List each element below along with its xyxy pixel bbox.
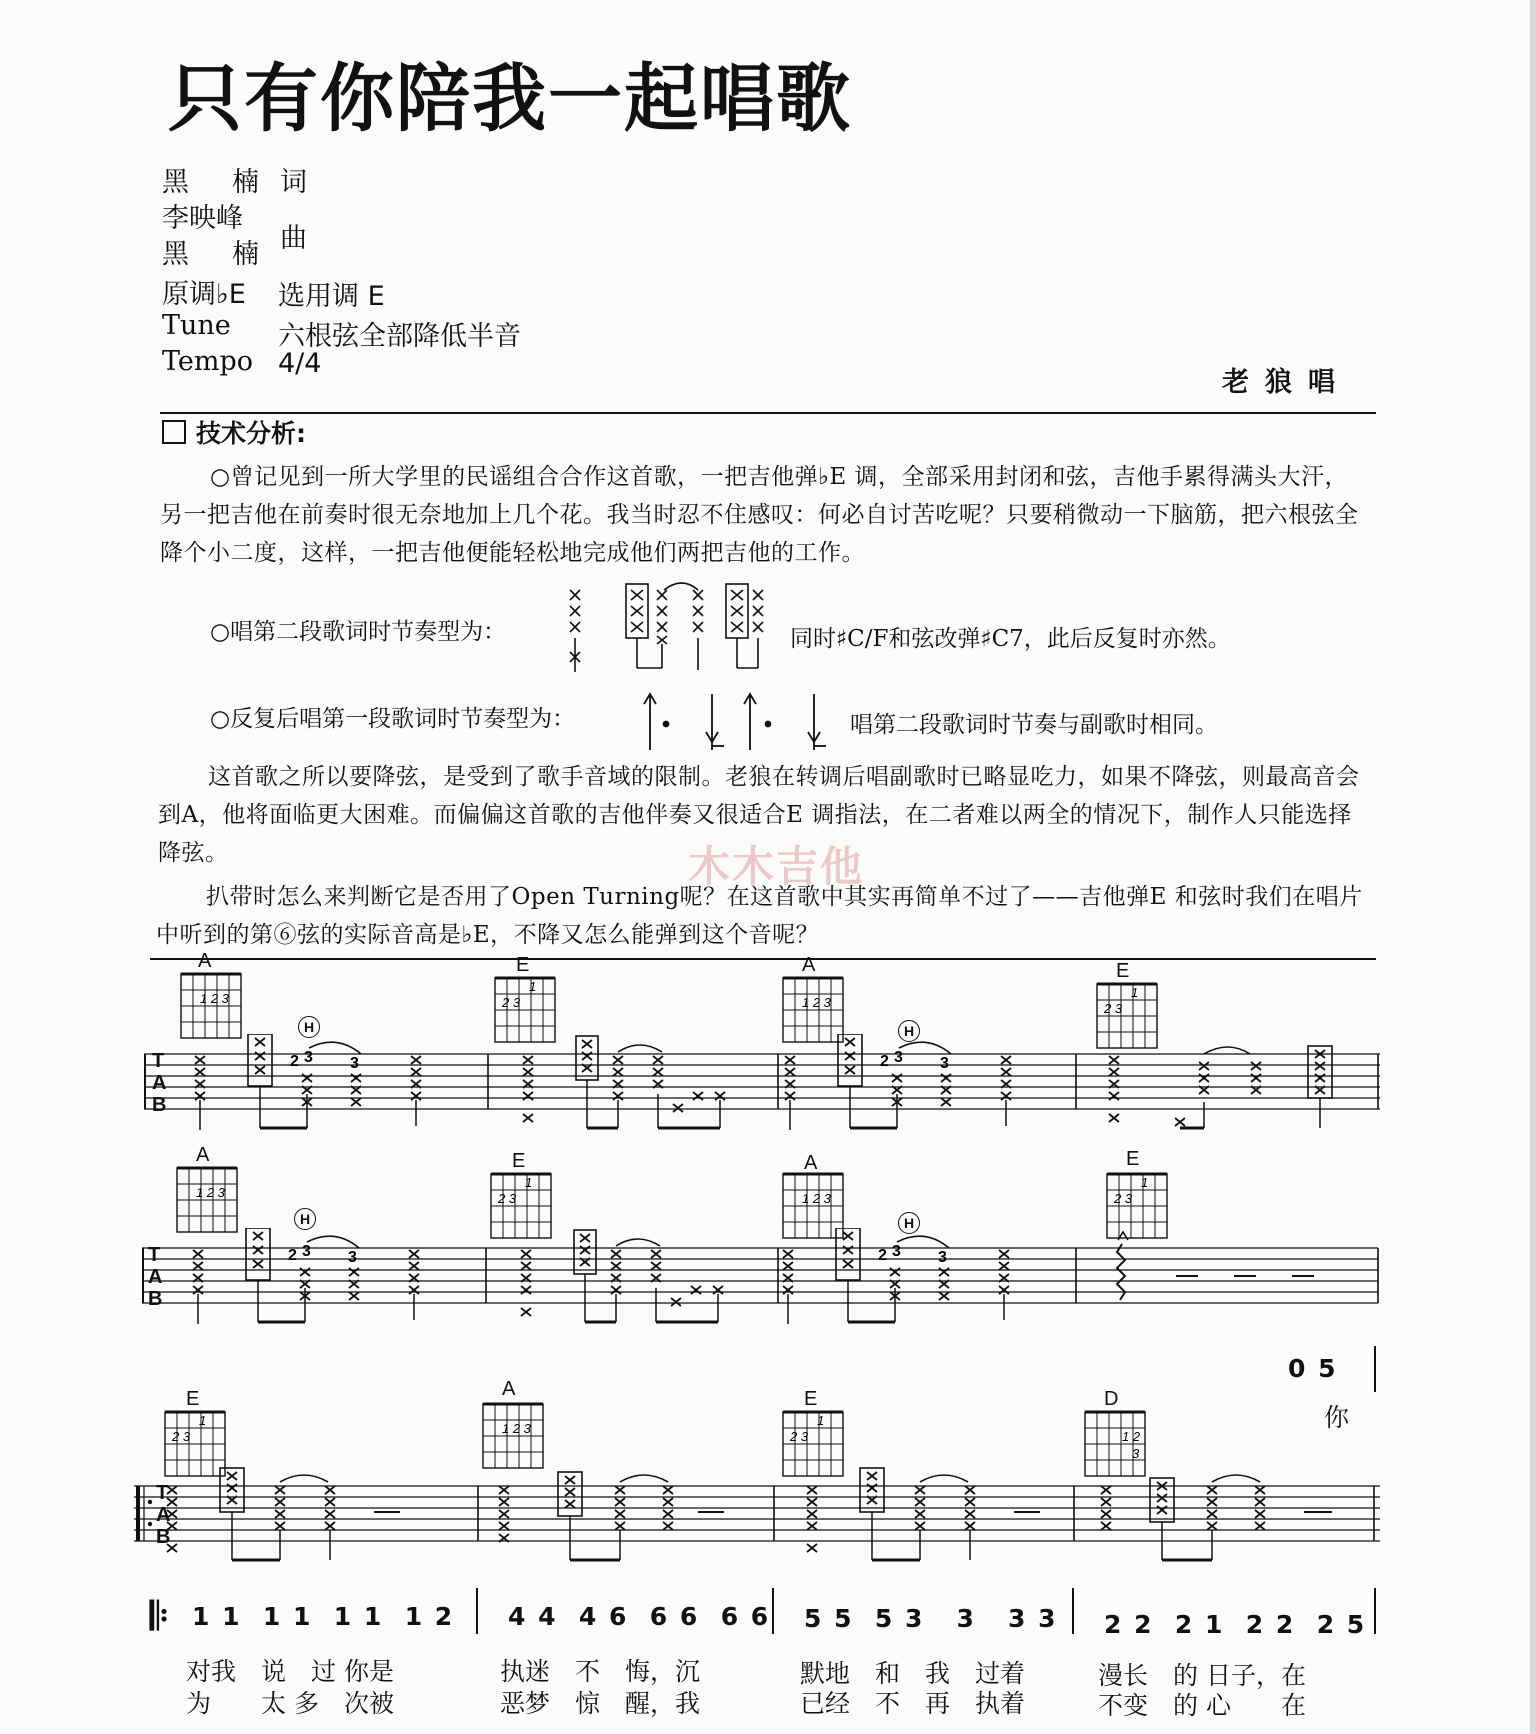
pickup-lyric: 你 bbox=[1324, 1403, 1350, 1432]
lyric-line-2: 不变 的 心 在 bbox=[1098, 1691, 1306, 1720]
lyric-line-2: 为 太 多 次被 bbox=[186, 1689, 394, 1718]
rhythm-pattern-1-note: 同时♯C/F和弦改弹♯C7，此后反复时亦然。 bbox=[790, 626, 1231, 652]
chord-diagram bbox=[176, 1166, 240, 1236]
harmonic-mark: H bbox=[298, 1016, 320, 1038]
harmonic-mark: H bbox=[898, 1020, 920, 1042]
lyric-line-1: 对我 说 过 你是 bbox=[186, 1657, 394, 1686]
header-rule bbox=[160, 412, 1376, 414]
chord-name: A bbox=[804, 1152, 818, 1174]
chord-diagram bbox=[180, 972, 244, 1042]
barline bbox=[1374, 1588, 1376, 1634]
tab-clef: T A B bbox=[156, 1482, 171, 1548]
harmonic-mark: H bbox=[898, 1212, 920, 1234]
barline bbox=[1374, 1346, 1376, 1392]
rhythm-pattern-2-note: 唱第二段歌词时节奏与副歌时相同。 bbox=[850, 712, 1218, 738]
tab-clef: T A B bbox=[152, 1050, 167, 1116]
original-key: 原调♭E bbox=[162, 279, 246, 310]
chord-name: A bbox=[802, 954, 816, 976]
chosen-key: 选用调 E bbox=[278, 281, 385, 312]
lyric-line-1: 执迷 不 悔，沉 bbox=[500, 1657, 701, 1686]
tab-staff-row-1 bbox=[144, 1034, 1380, 1138]
composer-name-2: 黑 楠 bbox=[162, 239, 267, 270]
song-title: 只有你陪我一起唱歌 bbox=[168, 56, 852, 142]
checkbox-icon bbox=[162, 420, 186, 444]
watermark-logo: 木木吉他 bbox=[688, 842, 865, 891]
chord-name: D bbox=[1104, 1388, 1119, 1410]
tab-staff-row-3 bbox=[134, 1462, 1380, 1572]
lyric-line-2: 恶梦 惊 醒，我 bbox=[500, 1689, 701, 1718]
lyricist-role: 词 bbox=[280, 167, 307, 198]
rhythm-pattern-1-label: ○唱第二段歌词时节奏型为： bbox=[210, 619, 507, 645]
lyric-line-2: 已经 不 再 执着 bbox=[800, 1689, 1026, 1718]
composer-role: 曲 bbox=[280, 223, 307, 254]
tune-value: 六根弦全部降低半音 bbox=[278, 321, 521, 352]
tune-label: Tune bbox=[162, 310, 231, 341]
lyric-line-1: 默地 和 我 过着 bbox=[800, 1659, 1026, 1688]
chord-name: A bbox=[198, 950, 212, 972]
repeat-sign: 𝄆 bbox=[150, 1594, 169, 1638]
jianpu-measure: 1 1 1 1 1 1 1 2 bbox=[192, 1602, 455, 1631]
tab-staff-row-2 bbox=[142, 1228, 1380, 1332]
singer-credit: 老狼唱 bbox=[1222, 367, 1351, 398]
harmonic-mark: H bbox=[294, 1208, 316, 1230]
chord-name: E bbox=[186, 1388, 200, 1410]
tab-clef: T A B bbox=[148, 1244, 163, 1310]
chord-name: A bbox=[196, 1144, 210, 1166]
composer-name-1: 李映峰 bbox=[162, 203, 243, 234]
chord-name: E bbox=[512, 1150, 526, 1172]
pickup-notes: 0 5 bbox=[1288, 1354, 1338, 1383]
analysis-paragraph-5: 扒带时怎么来判断它是否用了Open Turning呢？在这首歌中其实再简单不过了——吉他弹E 和弦时我们在唱片中听到的第⑥弦的实际音高是♭E，不降又怎么能弹到这个音呢？ bbox=[156, 884, 1363, 948]
analysis-heading-text: 技术分析: bbox=[196, 419, 306, 448]
chord-name: E bbox=[1116, 960, 1130, 982]
jianpu-measure: 4 4 4 6 6 6 6 6 bbox=[508, 1602, 771, 1631]
analysis-paragraph-4: 这首歌之所以要降弦，是受到了歌手音域的限制。老狼在转调后唱副歌时已略显吃力，如果不降弦，则最高音会到A，他将面临更大困难。而偏偏这首歌的吉他伴奏又很适合E 调指法，在二者难以两全的情况下，制作人只能选择降弦。 bbox=[158, 764, 1360, 866]
rhythm-pattern-2-label: ○反复后唱第一段歌词时节奏型为： bbox=[210, 706, 576, 732]
tempo-value: 4/4 bbox=[278, 348, 322, 379]
jianpu-measure: 5 5 5 3 3 3 3 bbox=[804, 1604, 1058, 1633]
lyric-line-1: 漫长 的 日子，在 bbox=[1098, 1661, 1306, 1690]
lyricist-name: 黑 楠 bbox=[162, 167, 267, 198]
barline bbox=[1072, 1588, 1074, 1634]
rhythm-pattern-2-icon bbox=[630, 690, 830, 754]
analysis-paragraph-1: ○曾记见到一所大学里的民谣组合合作这首歌，一把吉他弹♭E 调，全部采用封闭和弦，吉他手累得满头大汗，另一把吉他在前奏时很无奈地加上几个花。我当时忍不住感叹：何必自讨苦吃呢？只要稍微动一下脑筋，把六根弦全降个小二度，这样，一把吉他便能轻松地完成他们两把吉他的工作。 bbox=[160, 464, 1359, 566]
chord-name: E bbox=[516, 954, 530, 976]
section-rule bbox=[150, 958, 1376, 960]
analysis-heading bbox=[162, 414, 306, 450]
chord-name: E bbox=[1126, 1148, 1140, 1170]
barline bbox=[772, 1588, 774, 1634]
jianpu-measure: 2 2 2 1 2 2 2 5 bbox=[1104, 1610, 1367, 1639]
barline bbox=[476, 1588, 478, 1634]
chord-name: E bbox=[804, 1388, 818, 1410]
tempo-label: Tempo bbox=[162, 346, 254, 377]
chord-name: A bbox=[502, 1378, 516, 1400]
rhythm-pattern-1-icon bbox=[560, 582, 780, 672]
page-edge bbox=[1530, 0, 1536, 1734]
